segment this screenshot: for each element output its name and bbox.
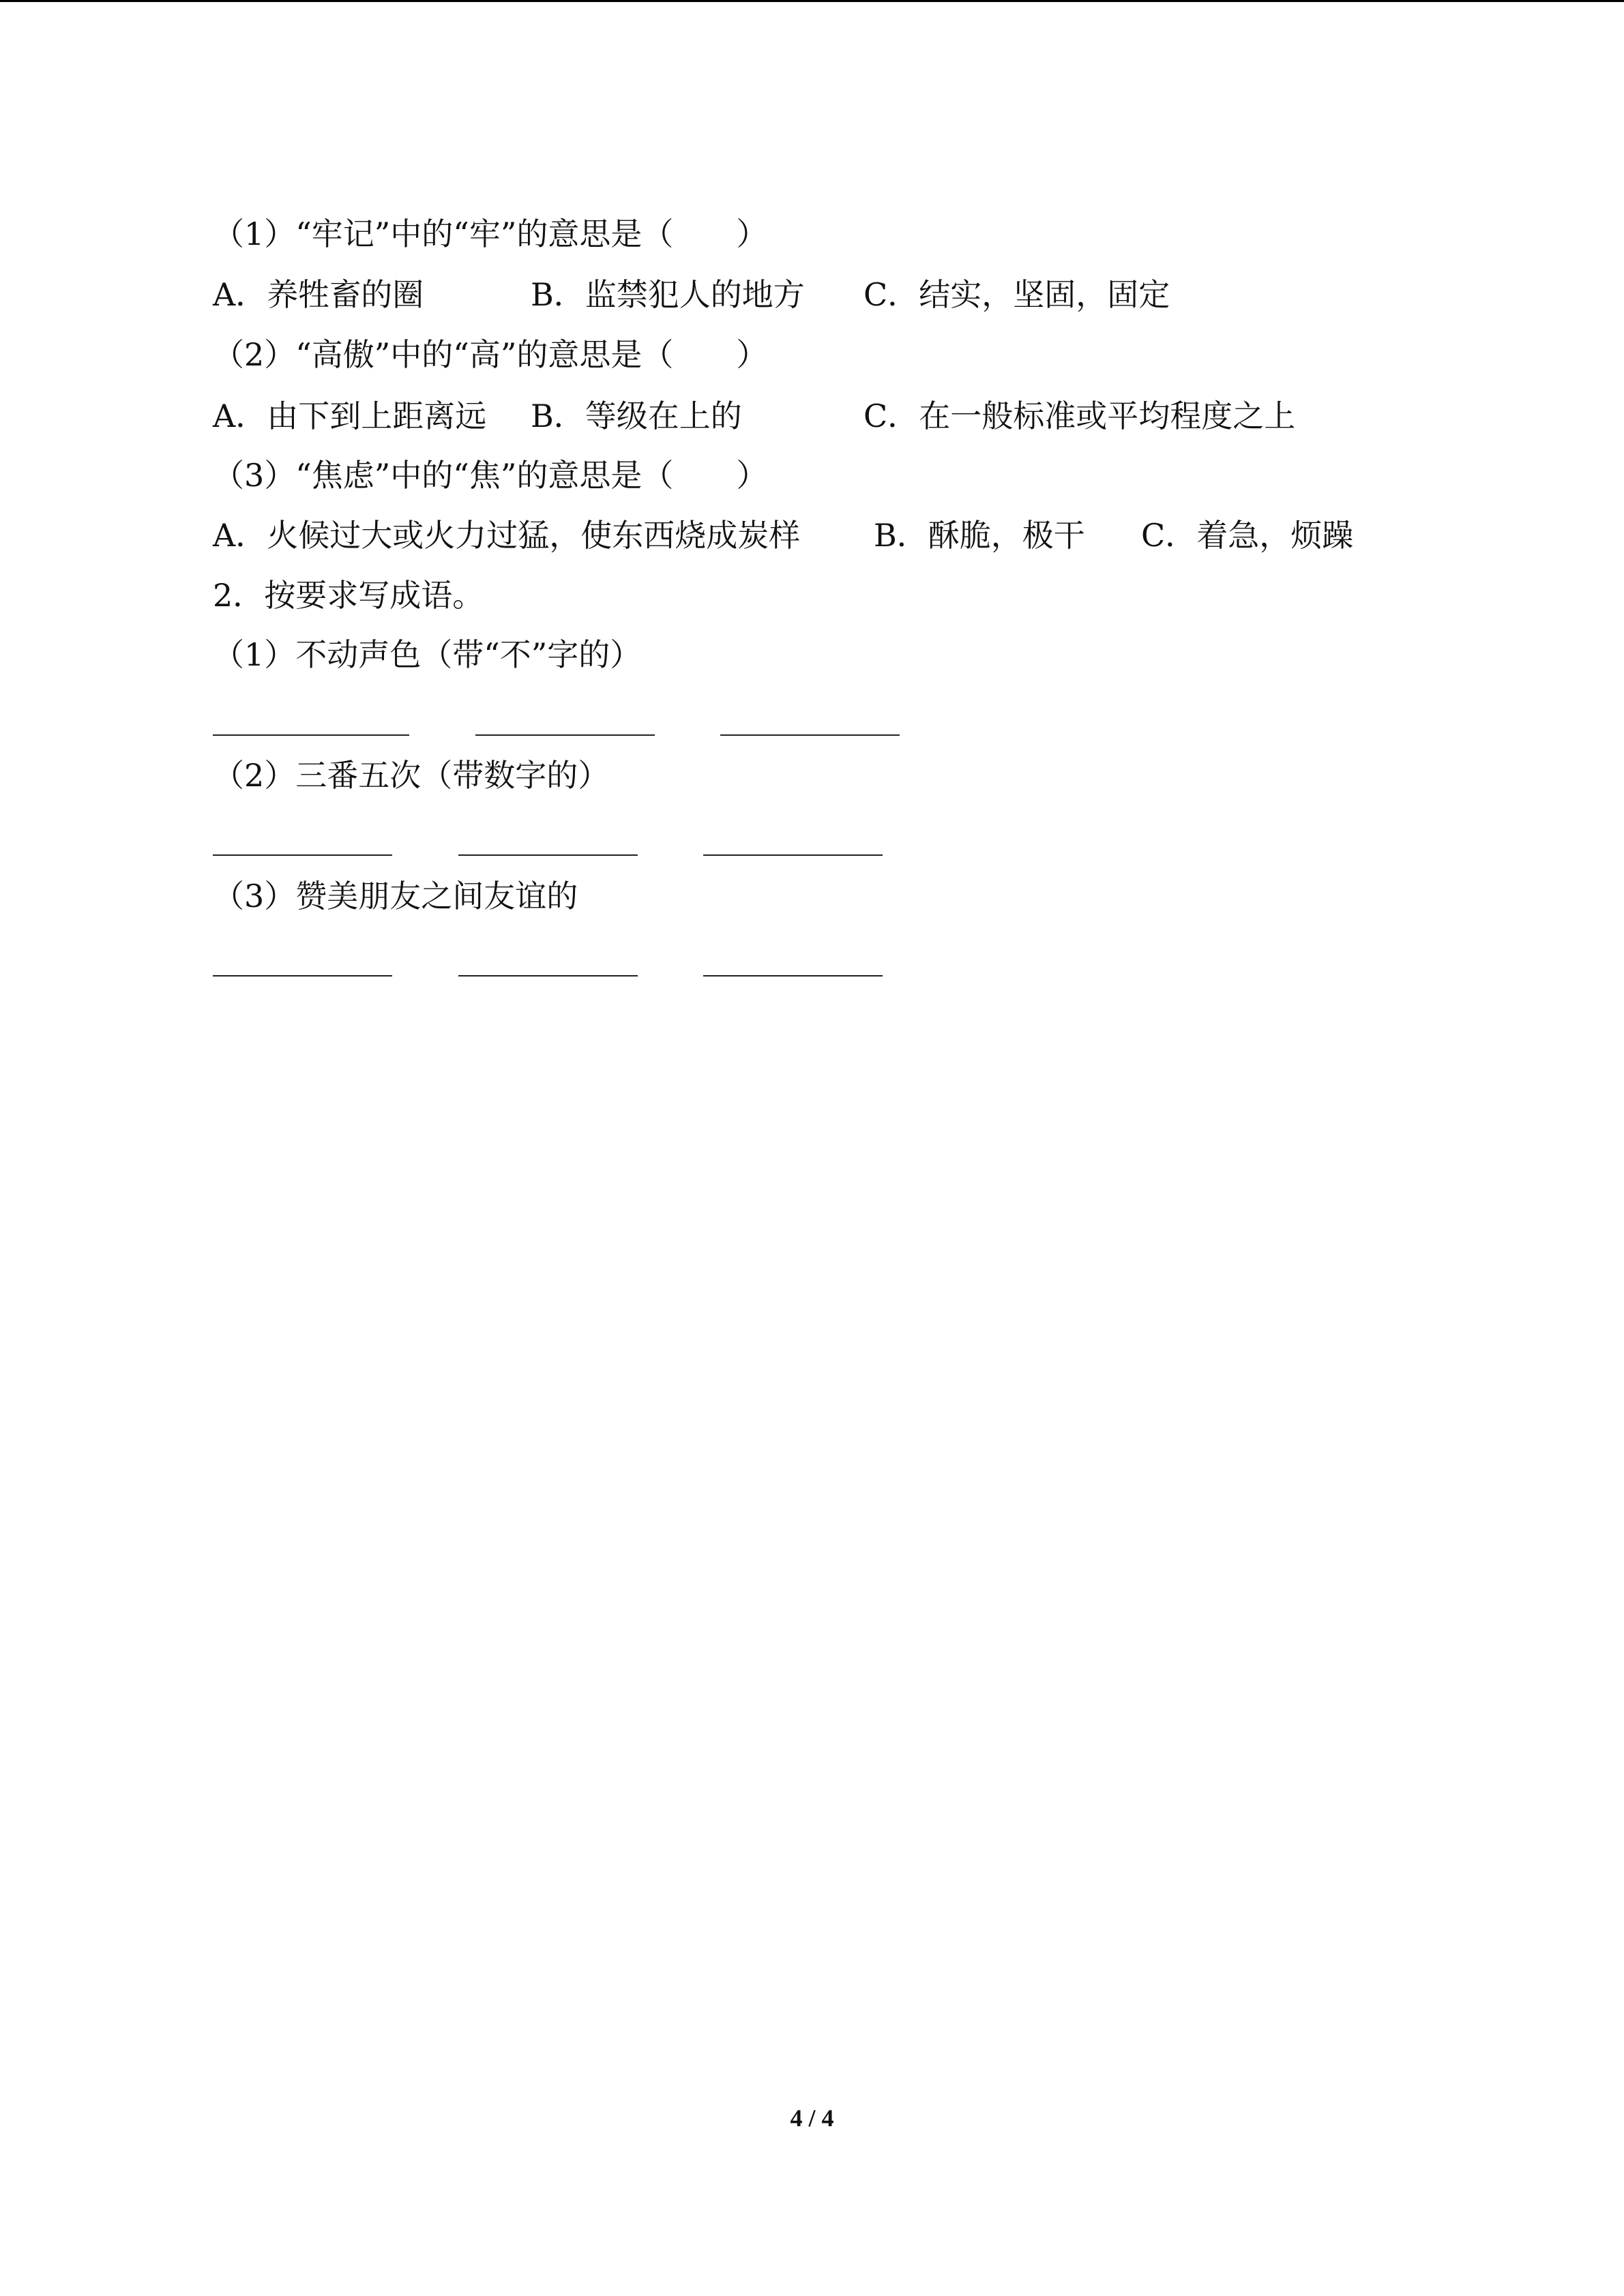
page-number: 4 / 4 (790, 2104, 834, 2132)
q2-title: 2．按要求写成语。 (213, 577, 484, 614)
answer-blank[interactable] (458, 854, 638, 856)
q1-sub3-option-c: C．着急，烦躁 (1141, 517, 1354, 554)
answer-blank[interactable] (475, 734, 655, 736)
q1-sub2-option-c: C．在一般标准或平均程度之上 (863, 398, 1296, 434)
q1-sub1-option-b: B．监禁犯人的地方 (531, 276, 805, 313)
q1-sub1-prompt: （1）“牢记”中的“牢”的意思是（ ） (213, 215, 768, 252)
q1-sub2-option-a: A．由下到上距离远 (213, 398, 487, 434)
q1-sub3-option-a: A．火候过大或火力过猛，使东西烧成炭样 (213, 517, 801, 554)
q1-sub1-option-a: A．养牲畜的圈 (213, 276, 424, 313)
answer-blank[interactable] (213, 854, 392, 856)
answer-blank[interactable] (458, 975, 638, 976)
q1-sub3-prompt: （3）“焦虑”中的“焦”的意思是（ ） (213, 457, 768, 494)
q1-sub3-option-b: B．酥脆，极干 (874, 517, 1085, 554)
answer-blank[interactable] (720, 734, 900, 736)
q1-sub2-option-b: B．等级在上的 (531, 398, 742, 434)
q2-sub3-prompt: （3）赞美朋友之间友谊的 (213, 878, 578, 914)
top-border (0, 0, 1624, 2)
q1-sub1-option-c: C．结实，坚固，固定 (863, 276, 1170, 313)
q2-sub2-prompt: （2）三番五次（带数字的） (213, 757, 610, 794)
q2-sub1-prompt: （1）不动声色（带“不”字的） (213, 636, 642, 673)
answer-blank[interactable] (703, 854, 883, 856)
answer-blank[interactable] (703, 975, 883, 976)
q1-sub2-prompt: （2）“高傲”中的“高”的意思是（ ） (213, 336, 768, 373)
answer-blank[interactable] (213, 734, 409, 736)
answer-blank[interactable] (213, 975, 392, 976)
